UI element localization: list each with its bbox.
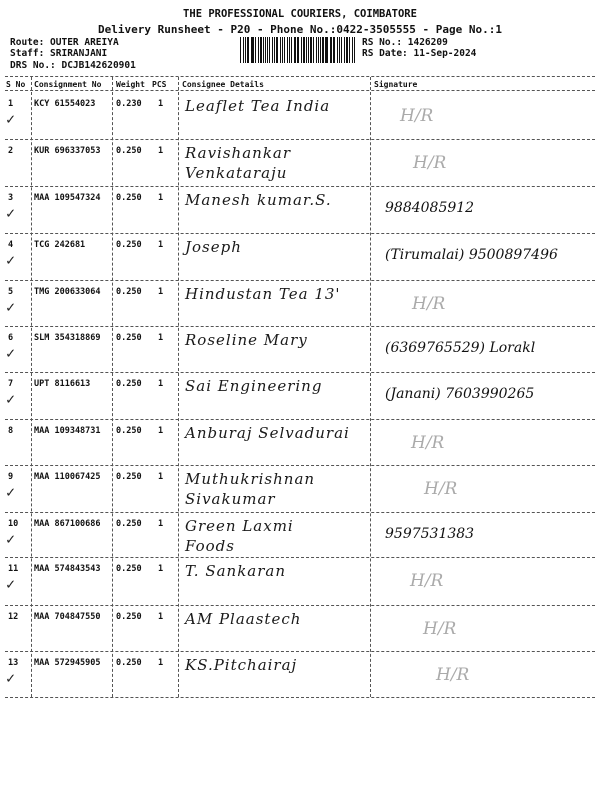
staff-label: Staff: SRIRANJANI bbox=[10, 48, 108, 59]
barcode-bar bbox=[325, 37, 326, 63]
rs-number: RS No.: 1426209 bbox=[362, 37, 448, 48]
tick-mark-icon: ✓ bbox=[6, 110, 16, 128]
row-signature: 9597531383 bbox=[385, 526, 475, 542]
col-header-pcs: PCS bbox=[152, 80, 167, 89]
barcode-bar bbox=[284, 37, 285, 63]
row-consignment: MAA 572945905 bbox=[34, 658, 101, 668]
barcode-bar bbox=[313, 37, 314, 63]
hand-written-hr: H/R bbox=[412, 294, 446, 314]
row-consignment: KUR 696337053 bbox=[34, 146, 101, 156]
row-weight: 0.250 bbox=[116, 426, 142, 436]
hand-written-hr: H/R bbox=[413, 153, 447, 173]
row-consignee: Hindustan Tea 13' bbox=[185, 285, 341, 303]
barcode-bar bbox=[349, 37, 350, 63]
barcode-bar bbox=[267, 37, 268, 63]
row-sno: 6 bbox=[8, 333, 14, 343]
row-consignment: UPT 8116613 bbox=[34, 379, 91, 389]
row-consignee: Leaflet Tea India bbox=[185, 97, 331, 115]
hand-written-hr: H/R bbox=[400, 106, 434, 126]
col-divider bbox=[370, 77, 371, 697]
row-divider bbox=[5, 557, 595, 558]
barcode-bar bbox=[289, 37, 290, 63]
barcode-bar bbox=[298, 37, 299, 63]
row-divider bbox=[5, 186, 595, 187]
hand-written-hr: H/R bbox=[436, 665, 470, 685]
barcode-bar bbox=[352, 37, 353, 63]
row-pcs: 1 bbox=[158, 472, 164, 482]
barcode bbox=[240, 37, 356, 63]
col-header-weight: Weight bbox=[116, 80, 145, 89]
row-weight: 0.250 bbox=[116, 379, 142, 389]
table-top-border bbox=[5, 76, 595, 77]
row-consignment: MAA 867100686 bbox=[34, 519, 101, 529]
barcode-bar bbox=[240, 37, 241, 63]
barcode-bar bbox=[330, 37, 332, 63]
row-consignee: T. Sankaran bbox=[185, 562, 287, 580]
barcode-bar bbox=[354, 37, 355, 63]
row-weight: 0.250 bbox=[116, 472, 142, 482]
row-pcs: 1 bbox=[158, 240, 164, 250]
row-weight: 0.250 bbox=[116, 240, 142, 250]
rs-date: RS Date: 11-Sep-2024 bbox=[362, 48, 477, 59]
col-header-consignee: Consignee Details bbox=[182, 80, 264, 89]
row-sno: 11 bbox=[8, 564, 19, 574]
row-consignment: MAA 109348731 bbox=[34, 426, 101, 436]
row-divider bbox=[5, 419, 595, 420]
row-weight: 0.250 bbox=[116, 519, 142, 529]
tick-mark-icon: ✓ bbox=[6, 390, 16, 408]
row-weight: 0.250 bbox=[116, 564, 142, 574]
barcode-bar bbox=[303, 37, 304, 63]
row-consignment: MAA 109547324 bbox=[34, 193, 101, 203]
tick-mark-icon: ✓ bbox=[6, 669, 16, 687]
row-divider bbox=[5, 697, 595, 698]
barcode-bar bbox=[258, 37, 259, 63]
row-consignment: MAA 704847550 bbox=[34, 612, 101, 622]
row-consignee: Green Laxmi Foods bbox=[185, 517, 294, 555]
barcode-bar bbox=[294, 37, 296, 63]
row-sno: 4 bbox=[8, 240, 14, 250]
row-sno: 3 bbox=[8, 193, 14, 203]
company-title: THE PROFESSIONAL COURIERS, COIMBATORE bbox=[183, 8, 417, 20]
row-sno: 12 bbox=[8, 612, 19, 622]
row-consignee: Manesh kumar.S. bbox=[185, 191, 332, 209]
barcode-bar bbox=[326, 37, 327, 63]
runsheet-title: Delivery Runsheet - P20 - Phone No.:0422-3505555 - Page No.:1 bbox=[98, 23, 502, 36]
barcode-bar bbox=[260, 37, 262, 63]
barcode-bar bbox=[255, 37, 256, 63]
row-pcs: 1 bbox=[158, 287, 164, 297]
tick-mark-icon: ✓ bbox=[6, 204, 16, 222]
row-weight: 0.230 bbox=[116, 99, 142, 109]
col-header-sno: S No bbox=[6, 80, 26, 89]
row-consignment: MAA 110067425 bbox=[34, 472, 101, 482]
row-sno: 9 bbox=[8, 472, 14, 482]
row-sno: 2 bbox=[8, 146, 14, 156]
row-consignee: KS.Pitchairaj bbox=[185, 656, 298, 674]
tick-mark-icon: ✓ bbox=[6, 530, 16, 548]
row-divider bbox=[5, 372, 595, 373]
barcode-bar bbox=[346, 37, 348, 63]
barcode-bar bbox=[308, 37, 309, 63]
row-consignment: TMG 200633064 bbox=[34, 287, 101, 297]
tick-mark-icon: ✓ bbox=[6, 298, 16, 316]
tick-mark-icon: ✓ bbox=[6, 575, 16, 593]
barcode-bar bbox=[334, 37, 335, 63]
row-sno: 7 bbox=[8, 379, 14, 389]
barcode-bar bbox=[301, 37, 302, 63]
barcode-bar bbox=[263, 37, 264, 63]
barcode-bar bbox=[247, 37, 249, 63]
row-pcs: 1 bbox=[158, 146, 164, 156]
row-signature: (Tirumalai) 9500897496 bbox=[385, 247, 558, 263]
row-weight: 0.250 bbox=[116, 612, 142, 622]
row-weight: 0.250 bbox=[116, 658, 142, 668]
row-consignment: KCY 61554023 bbox=[34, 99, 96, 109]
row-sno: 8 bbox=[8, 426, 14, 436]
row-pcs: 1 bbox=[158, 426, 164, 436]
barcode-bar bbox=[272, 37, 273, 63]
row-sno: 10 bbox=[8, 519, 19, 529]
row-consignee: Joseph bbox=[185, 238, 242, 256]
barcode-bar bbox=[333, 37, 334, 63]
row-signature: (Janani) 7603990265 bbox=[385, 386, 535, 402]
row-pcs: 1 bbox=[158, 658, 164, 668]
row-weight: 0.250 bbox=[116, 287, 142, 297]
row-divider bbox=[5, 326, 595, 327]
hand-written-hr: H/R bbox=[424, 479, 458, 499]
row-pcs: 1 bbox=[158, 99, 164, 109]
barcode-bar bbox=[316, 37, 317, 63]
row-consignee: Muthukrishnan Sivakumar bbox=[185, 470, 316, 508]
barcode-bar bbox=[337, 37, 338, 63]
barcode-bar bbox=[269, 37, 270, 63]
row-pcs: 1 bbox=[158, 612, 164, 622]
barcode-bar bbox=[310, 37, 312, 63]
row-consignee: Ravishankar Venkataraju bbox=[185, 144, 292, 182]
row-pcs: 1 bbox=[158, 379, 164, 389]
row-consignee: Roseline Mary bbox=[185, 331, 308, 349]
barcode-bar bbox=[251, 37, 252, 63]
row-pcs: 1 bbox=[158, 333, 164, 343]
row-divider bbox=[5, 233, 595, 234]
row-divider bbox=[5, 280, 595, 281]
row-weight: 0.250 bbox=[116, 193, 142, 203]
row-signature: 9884085912 bbox=[385, 200, 475, 216]
row-divider bbox=[5, 512, 595, 513]
barcode-bar bbox=[322, 37, 323, 63]
drs-label: DRS No.: DCJB142620901 bbox=[10, 60, 136, 71]
barcode-bar bbox=[306, 37, 307, 63]
barcode-bar bbox=[282, 37, 283, 63]
tick-mark-icon: ✓ bbox=[6, 483, 16, 501]
row-weight: 0.250 bbox=[116, 146, 142, 156]
barcode-bar bbox=[280, 37, 281, 63]
barcode-bar bbox=[341, 37, 342, 63]
col-divider bbox=[31, 77, 32, 697]
col-divider bbox=[178, 77, 179, 697]
tick-mark-icon: ✓ bbox=[6, 251, 16, 269]
barcode-bar bbox=[318, 37, 319, 63]
row-divider bbox=[5, 605, 595, 606]
row-consignment: TCG 242681 bbox=[34, 240, 86, 250]
row-divider bbox=[5, 465, 595, 466]
row-signature: (6369765529) Lorakl bbox=[385, 340, 536, 356]
hand-written-hr: H/R bbox=[411, 433, 445, 453]
barcode-bar bbox=[291, 37, 292, 63]
row-pcs: 1 bbox=[158, 564, 164, 574]
barcode-bar bbox=[276, 37, 278, 63]
barcode-bar bbox=[344, 37, 345, 63]
barcode-bar bbox=[287, 37, 288, 63]
col-header-signature: Signature bbox=[374, 80, 418, 89]
route-label: Route: OUTER AREIYA bbox=[10, 37, 119, 48]
row-weight: 0.250 bbox=[116, 333, 142, 343]
barcode-bar bbox=[265, 37, 266, 63]
row-consignee: Sai Engineering bbox=[185, 377, 323, 395]
row-consignee: Anburaj Selvadurai bbox=[185, 424, 350, 442]
barcode-bar bbox=[297, 37, 298, 63]
row-sno: 1 bbox=[8, 99, 14, 109]
row-divider bbox=[5, 139, 595, 140]
row-consignment: SLM 354318869 bbox=[34, 333, 101, 343]
barcode-bar bbox=[274, 37, 275, 63]
col-divider bbox=[112, 77, 113, 697]
barcode-bar bbox=[243, 37, 244, 63]
hand-written-hr: H/R bbox=[423, 619, 457, 639]
barcode-bar bbox=[339, 37, 340, 63]
row-sno: 5 bbox=[8, 287, 14, 297]
barcode-bar bbox=[320, 37, 321, 63]
row-pcs: 1 bbox=[158, 193, 164, 203]
row-consignee: AM Plaastech bbox=[185, 610, 302, 628]
col-header-consignment: Consignment No bbox=[34, 80, 102, 89]
table-header-border bbox=[5, 90, 595, 91]
row-sno: 13 bbox=[8, 658, 19, 668]
hand-written-hr: H/R bbox=[410, 571, 444, 591]
row-consignment: MAA 574843543 bbox=[34, 564, 101, 574]
barcode-bar bbox=[252, 37, 253, 63]
row-pcs: 1 bbox=[158, 519, 164, 529]
tick-mark-icon: ✓ bbox=[6, 344, 16, 362]
row-divider bbox=[5, 651, 595, 652]
barcode-bar bbox=[245, 37, 246, 63]
